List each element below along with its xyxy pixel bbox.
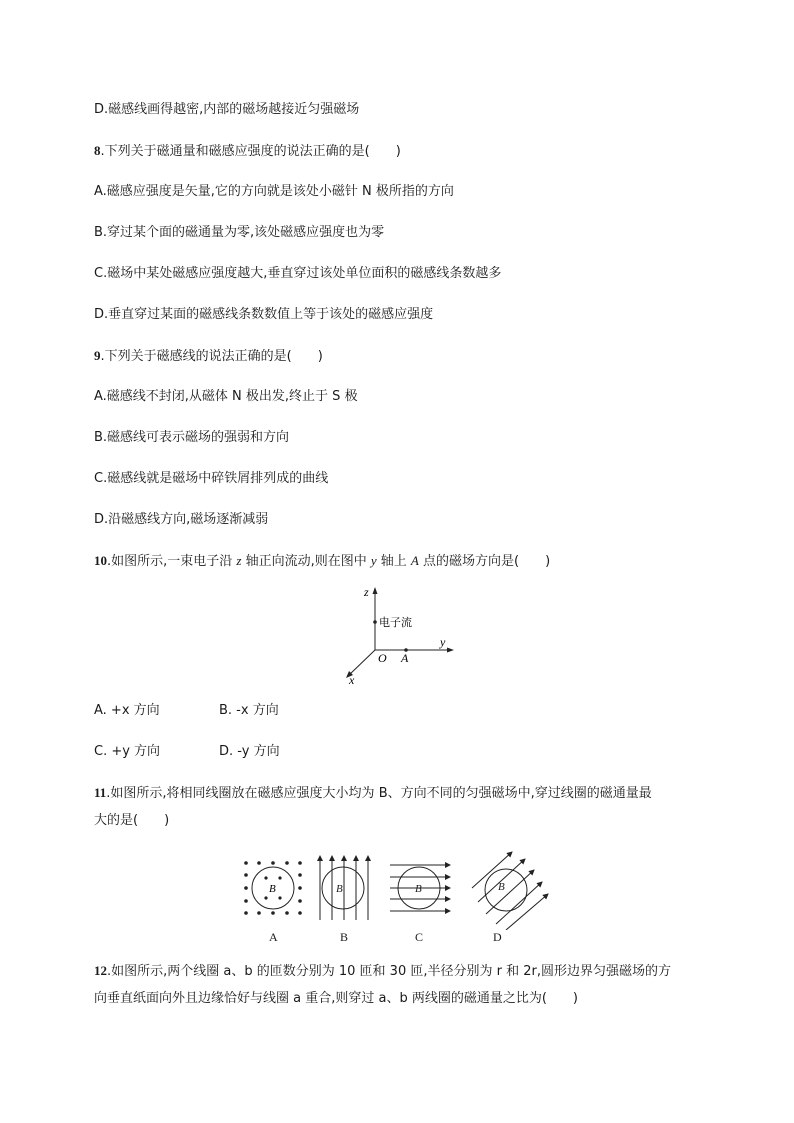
q10-A-var: A <box>410 553 419 568</box>
q7-option-d: D.磁感线画得越密,内部的磁场越接近匀强磁场 <box>94 102 360 117</box>
q10-option-d: D. -y 方向 <box>219 744 280 759</box>
origin-label: O <box>378 651 387 665</box>
q8-stem <box>94 142 401 161</box>
q9-number: 9 <box>94 348 101 363</box>
q10-stem-part: 轴上 <box>376 554 411 569</box>
coil-a-b-label: B <box>269 883 276 895</box>
point-a-label: A <box>401 651 409 665</box>
q10-option-b: B. -x 方向 <box>219 703 279 718</box>
q10-stem <box>94 552 550 571</box>
q12-number: 12 <box>94 963 107 978</box>
q9-stem-text: .下列关于磁感线的说法正确的是( ) <box>100 349 323 364</box>
coil-b-panel <box>320 856 368 920</box>
q9-stem <box>94 347 323 366</box>
q9-option-d: D.沿磁感线方向,磁场逐渐减弱 <box>94 512 269 527</box>
coil-a-panel <box>244 861 302 915</box>
coil-b <box>322 867 364 909</box>
q11-label-d: D <box>493 930 502 944</box>
q8-option-a: A.磁感应强度是矢量,它的方向就是该处小磁针 N 极所指的方向 <box>94 184 454 199</box>
electron-flow-label: 电子流 <box>379 616 412 629</box>
x-label: x <box>349 673 355 687</box>
q12-stem-text: .如图所示,两个线圈 a、b 的匝数分别为 10 匝和 30 匝,半径分别为 r 和 2r,圆形边界匀强磁场的方 <box>107 964 671 979</box>
coil-d-panel <box>472 852 548 930</box>
q10-stem-part: .如图所示,一束电子沿 <box>107 554 237 569</box>
q10-option-a: A. +x 方向 <box>94 703 160 718</box>
q8-option-d: D.垂直穿过某面的磁感线条数数值上等于该处的磁感应强度 <box>94 307 434 322</box>
q11-label-a: A <box>269 930 278 944</box>
q8-option-c: C.磁场中某处磁感应强度越大,垂直穿过该处单位面积的磁感线条数越多 <box>94 266 502 281</box>
q11-number: 11 <box>94 785 107 800</box>
q8-stem-text: .下列关于磁通量和磁感应强度的说法正确的是( ) <box>100 144 401 159</box>
y-label: y <box>440 635 446 649</box>
q12-stem-line2: 向垂直纸面向外且边缘恰好与线圈 a 重合,则穿过 a、b 两线圈的磁通量之比为( ) <box>94 991 578 1006</box>
q11-stem-line2: 大的是( ) <box>94 813 170 828</box>
y-arrow <box>447 648 454 653</box>
q11-coil-figure <box>240 850 560 930</box>
coil-b-b-label: B <box>336 883 343 895</box>
z-label: z <box>364 585 369 599</box>
q8-number: 8 <box>94 143 101 158</box>
q10-z-var: z <box>236 553 242 568</box>
q9-option-c: C.磁感线就是磁场中碎铁屑排列成的曲线 <box>94 471 329 486</box>
q10-stem-part: 轴正向流动,则在图中 <box>241 554 371 569</box>
q12-stem-line1 <box>94 962 671 981</box>
coil-c-b-label: B <box>415 883 422 895</box>
q10-number: 10 <box>94 553 107 568</box>
z-arrow <box>373 587 378 594</box>
q10-axis-figure <box>340 584 460 688</box>
q11-stem-text: .如图所示,将相同线圈放在磁感应强度大小均为 B、方向不同的匀强磁场中,穿过线圈的磁通量最 <box>106 786 652 801</box>
coil-d-b-label: B <box>498 881 505 893</box>
electron-flow-dot <box>373 620 377 624</box>
q10-stem-part: 点的磁场方向是( ) <box>418 554 551 569</box>
q10-y-var: y <box>370 553 377 568</box>
coil-c-panel <box>390 865 450 911</box>
q11-label-c: C <box>415 930 424 944</box>
q11-label-b: B <box>340 930 349 944</box>
q9-option-a: A.磁感线不封闭,从磁体 N 极出发,终止于 S 极 <box>94 389 358 404</box>
q8-option-b: B.穿过某个面的磁通量为零,该处磁感应强度也为零 <box>94 225 385 240</box>
q11-stem-line1 <box>94 784 652 803</box>
q9-option-b: B.磁感线可表示磁场的强弱和方向 <box>94 430 290 445</box>
q10-option-c: C. +y 方向 <box>94 744 161 759</box>
